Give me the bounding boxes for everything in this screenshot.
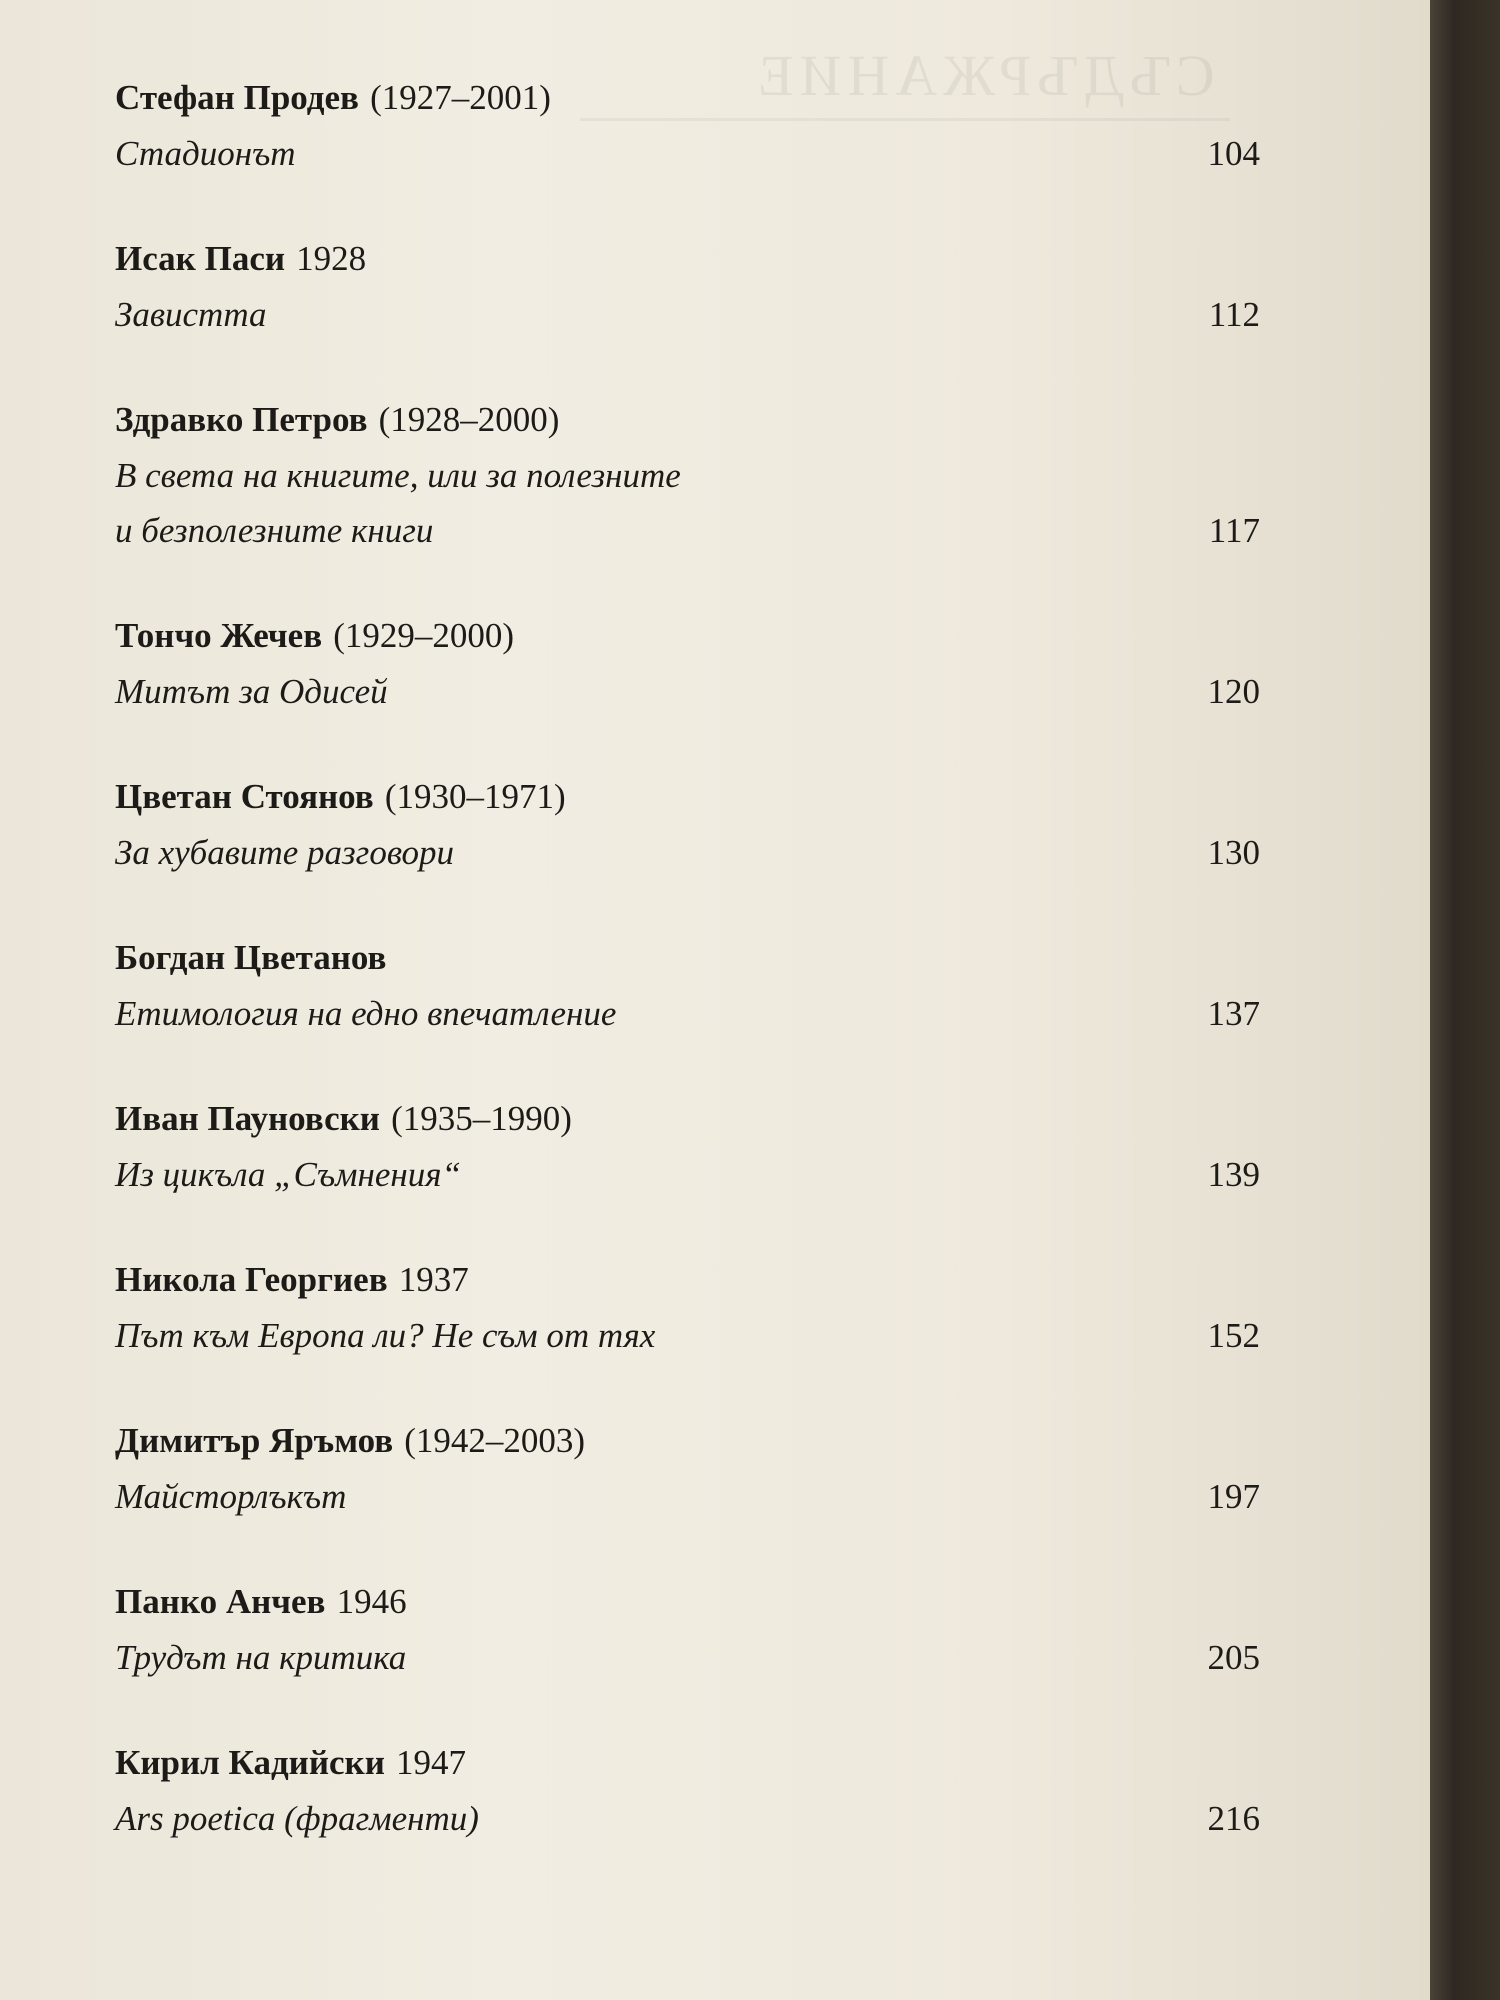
page-number: 117 — [1208, 511, 1260, 550]
essay-title-line: Трудът на критика — [115, 1638, 407, 1677]
author-years: 1947 — [396, 1743, 467, 1782]
essay-title-line: Завистта — [115, 295, 267, 334]
toc-entry — [115, 231, 1265, 342]
author-line — [115, 1735, 1265, 1791]
essay-title — [115, 1791, 835, 1846]
page-number: 137 — [1207, 994, 1260, 1033]
essay-title — [115, 986, 835, 1041]
author-line — [115, 1574, 1265, 1630]
author-years: (1935–1990) — [391, 1099, 572, 1138]
author-line — [115, 769, 1265, 825]
toc-entry — [115, 392, 1265, 558]
essay-title — [115, 448, 835, 558]
author-years: 1946 — [336, 1582, 407, 1621]
essay-title-line: Из цикъла „Съмнения“ — [115, 1155, 461, 1194]
essay-title-line: Майсторлъкът — [115, 1477, 347, 1516]
essay-title — [115, 1630, 835, 1685]
author-name: Богдан Цветанов — [115, 938, 387, 977]
author-years: (1930–1971) — [384, 777, 566, 816]
author-years: (1942–2003) — [404, 1421, 586, 1460]
page-number: 216 — [1207, 1799, 1260, 1838]
author-name: Тончо Жечев — [115, 616, 323, 655]
author-line — [115, 1413, 1265, 1469]
author-line — [115, 392, 1265, 448]
author-years: (1928–2000) — [378, 400, 560, 439]
author-name: Никола Георгиев — [115, 1260, 388, 1299]
essay-title-line: Ars poetica (фрагменти) — [115, 1799, 479, 1838]
book-binding-edge — [1430, 0, 1500, 2000]
toc-entry — [115, 769, 1265, 880]
page-number: 112 — [1208, 295, 1260, 334]
author-name: Кирил Кадийски — [115, 1743, 385, 1782]
author-name: Здравко Петров — [115, 400, 368, 439]
essay-title — [115, 126, 835, 181]
page-number: 120 — [1207, 672, 1260, 711]
page-number: 104 — [1207, 134, 1260, 173]
show-through-heading: СЪДЪРЖАНИЕ — [752, 43, 1215, 108]
toc-entry — [115, 1413, 1265, 1524]
toc-entry — [115, 1091, 1265, 1202]
author-line — [115, 608, 1265, 664]
author-years: (1929–2000) — [333, 616, 515, 655]
essay-title-line: Стадионът — [115, 134, 296, 173]
toc-entry — [115, 608, 1265, 719]
page-number: 139 — [1207, 1155, 1260, 1194]
essay-title — [115, 1469, 835, 1524]
essay-title — [115, 287, 835, 342]
essay-title-line: Път към Европа ли? Не съм от тях — [115, 1316, 656, 1355]
author-line — [115, 70, 1265, 126]
table-of-contents — [115, 70, 1265, 1896]
author-years: 1937 — [398, 1260, 469, 1299]
toc-entry — [115, 1735, 1265, 1846]
essay-title-line: За хубавите разговори — [115, 833, 455, 872]
author-line — [115, 1252, 1265, 1308]
page-number: 205 — [1207, 1638, 1260, 1677]
author-name: Исак Паси — [115, 239, 286, 278]
author-line — [115, 231, 1265, 287]
toc-entry — [115, 1252, 1265, 1363]
essay-title-line: Етимология на едно впечатление — [115, 994, 617, 1033]
toc-entry — [115, 930, 1265, 1041]
toc-entry — [115, 1574, 1265, 1685]
essay-title — [115, 1308, 835, 1363]
author-line — [115, 1091, 1265, 1147]
author-name: Иван Пауновски — [115, 1099, 380, 1138]
author-name: Панко Анчев — [115, 1582, 326, 1621]
essay-title — [115, 1147, 835, 1202]
author-years: 1928 — [296, 239, 367, 278]
essay-title-line: В света на книгите, или за полезните — [115, 456, 681, 495]
essay-title — [115, 664, 835, 719]
author-name: Стефан Продев — [115, 78, 359, 117]
page-number: 152 — [1207, 1316, 1260, 1355]
page-number: 197 — [1207, 1477, 1260, 1516]
author-years: (1927–2001) — [370, 78, 551, 117]
toc-entry — [115, 70, 1265, 181]
essay-title-line: и безполезните книги — [115, 511, 434, 550]
page-number: 130 — [1207, 833, 1260, 872]
author-name: Димитър Яръмов — [115, 1421, 394, 1460]
author-name: Цветан Стоянов — [115, 777, 374, 816]
essay-title-line: Митът за Одисей — [115, 672, 388, 711]
author-line — [115, 930, 1265, 986]
essay-title — [115, 825, 835, 880]
